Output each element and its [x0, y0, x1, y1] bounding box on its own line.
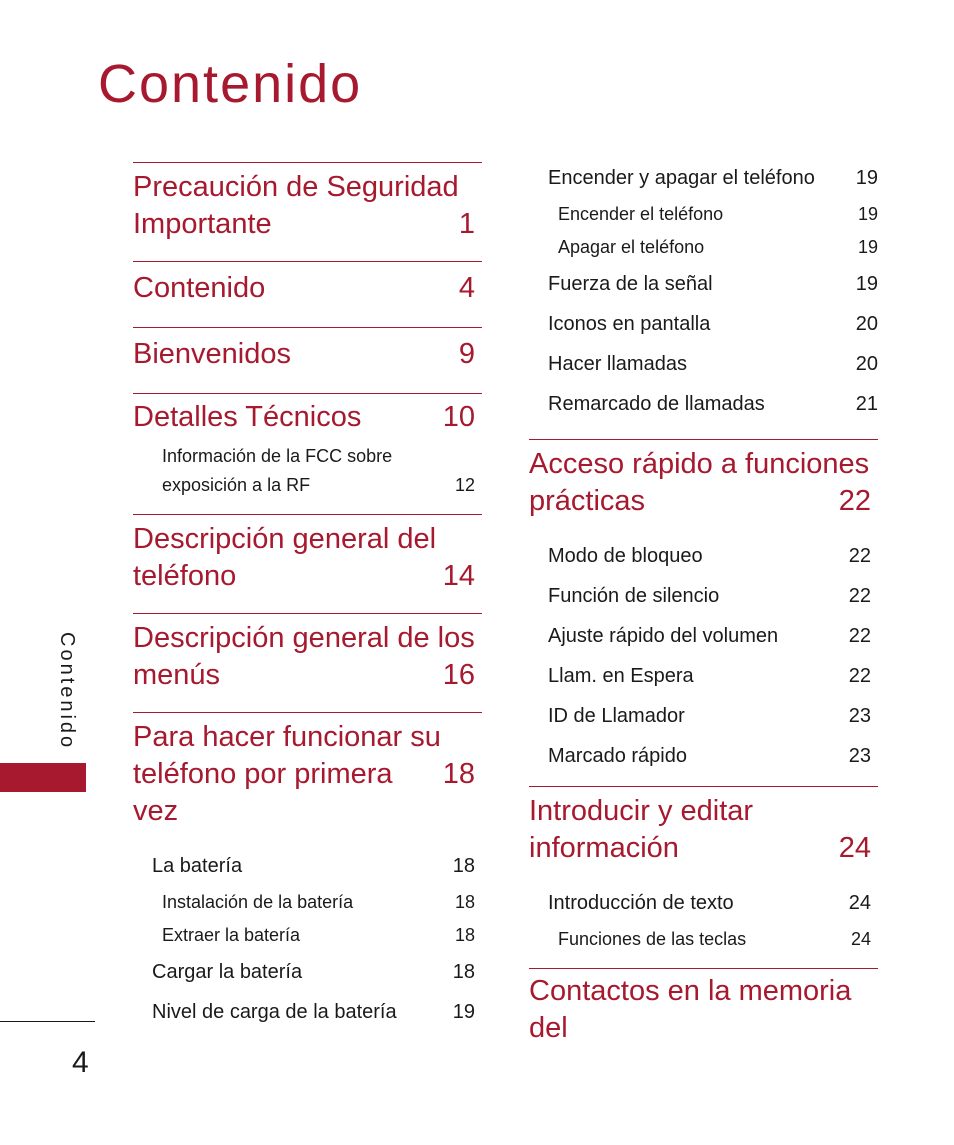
toc-page-number: 9	[458, 338, 475, 370]
toc-section-contactos[interactable]	[529, 968, 878, 1065]
toc-entry[interactable]	[133, 992, 475, 1032]
toc-page-number: 24	[838, 832, 871, 864]
toc-section-precaucion[interactable]	[133, 162, 482, 261]
toc-entry[interactable]	[529, 158, 878, 198]
toc-entry-label: Modo de bloqueo	[548, 545, 703, 567]
toc-section-title: información	[529, 832, 679, 864]
toc-page-number: 22	[848, 545, 871, 567]
toc-entry[interactable]	[133, 846, 475, 886]
toc-entry-label: Remarcado de llamadas	[548, 393, 765, 415]
toc-section-title: Importante	[133, 208, 272, 240]
toc-page-number: 22	[848, 625, 871, 647]
toc-entry[interactable]	[529, 264, 878, 304]
toc-entry-label: Introducción de texto	[548, 892, 734, 914]
toc-page-number: 20	[855, 353, 878, 375]
toc-section-title: Acceso rápido a funciones	[529, 448, 870, 480]
toc-continued-entries	[529, 158, 878, 439]
toc-entry[interactable]	[529, 696, 871, 736]
toc-entry-label: Hacer llamadas	[548, 353, 687, 375]
toc-entry[interactable]	[529, 304, 878, 344]
toc-section-title: Para hacer funcionar su	[133, 721, 441, 753]
toc-page-number: 22	[848, 585, 871, 607]
toc-section-title: Detalles Técnicos	[133, 401, 362, 433]
toc-section-title: Descripción general de los	[133, 622, 475, 654]
toc-page-number: 19	[452, 1001, 475, 1023]
toc-entry[interactable]	[133, 886, 475, 919]
footer-divider	[0, 1021, 95, 1022]
toc-entry-label: Instalación de la batería	[162, 892, 354, 912]
toc-section-title: menús	[133, 659, 221, 691]
toc-entry[interactable]	[133, 952, 475, 992]
toc-section-title: Descripción general del	[133, 523, 437, 555]
toc-section-title: Precaución de Seguridad	[133, 171, 459, 203]
toc-section-title: Introducir y editar	[529, 795, 754, 827]
toc-page-number: 19	[857, 237, 878, 257]
toc-entry-label: ID de Llamador	[548, 705, 685, 727]
toc-page-number: 23	[848, 705, 871, 727]
toc-section-title: teléfono por primera vez	[133, 758, 393, 827]
side-tab-marker	[0, 763, 86, 792]
toc-entry-label: Iconos en pantalla	[548, 313, 711, 335]
toc-section-title: prácticas	[529, 485, 646, 517]
toc-page-number: 4	[458, 272, 475, 304]
toc-section-acceso-rapido[interactable]	[529, 439, 878, 786]
toc-page-number: 14	[442, 560, 475, 592]
toc-entry-label: Fuerza de la señal	[548, 273, 713, 295]
toc-entry-label: Extraer la batería	[162, 925, 301, 945]
toc-page-number: 22	[838, 485, 871, 517]
toc-entry-label: Llam. en Espera	[548, 665, 694, 687]
toc-left-column	[133, 162, 482, 1050]
toc-page-number: 19	[855, 167, 878, 189]
toc-entry-label: Función de silencio	[548, 585, 720, 607]
toc-entry[interactable]	[133, 442, 475, 500]
toc-entry[interactable]	[529, 384, 878, 424]
toc-entry[interactable]	[529, 231, 878, 264]
toc-entry-label: Cargar la batería	[152, 961, 303, 983]
toc-entry-label: Nivel de carga de la batería	[152, 1001, 397, 1023]
side-tab-label: Contenido	[56, 632, 78, 751]
toc-page-number: 24	[850, 929, 871, 949]
toc-page-number: 24	[848, 892, 871, 914]
toc-page-number: 21	[855, 393, 878, 415]
toc-page-number: 18	[452, 855, 475, 877]
page-number: 4	[72, 1046, 89, 1079]
toc-section-contenido[interactable]	[133, 261, 482, 327]
toc-section-descripcion-telefono[interactable]	[133, 514, 482, 613]
toc-section-title: Contactos en la memoria del	[529, 975, 852, 1044]
toc-entry[interactable]	[529, 576, 871, 616]
toc-page-number: 18	[454, 892, 475, 912]
toc-entry-label: Marcado rápido	[548, 745, 687, 767]
toc-entry-label: Apagar el teléfono	[558, 237, 705, 257]
toc-entry[interactable]	[529, 198, 878, 231]
toc-entry[interactable]	[529, 736, 871, 776]
toc-page-number: 10	[442, 401, 475, 433]
toc-entry-label: Funciones de las teclas	[558, 929, 747, 949]
toc-entry[interactable]	[529, 923, 871, 956]
page-title: Contenido	[98, 54, 363, 114]
toc-section-introducir-editar[interactable]	[529, 786, 878, 968]
toc-page-number: 22	[848, 665, 871, 687]
toc-section-title: Bienvenidos	[133, 338, 291, 370]
toc-entry[interactable]	[529, 344, 878, 384]
toc-page-number: 1	[458, 208, 475, 240]
toc-page-number: 23	[848, 745, 871, 767]
toc-page-number: 18	[454, 925, 475, 945]
toc-entry-label: La batería	[152, 855, 243, 877]
toc-page-number: 16	[442, 659, 475, 691]
toc-section-detalles-tecnicos[interactable]	[133, 393, 482, 514]
toc-page-number: 18	[442, 758, 475, 790]
toc-section-descripcion-menus[interactable]	[133, 613, 482, 712]
toc-entry-label: Encender el teléfono	[558, 204, 724, 224]
toc-section-title: teléfono	[133, 560, 237, 592]
toc-entry[interactable]	[529, 616, 871, 656]
toc-right-column	[529, 158, 878, 1065]
toc-entry[interactable]	[133, 919, 475, 952]
toc-entry[interactable]	[529, 656, 871, 696]
toc-entry-label: Encender y apagar el teléfono	[548, 167, 815, 189]
toc-entry[interactable]	[529, 536, 871, 576]
toc-page-number: 18	[452, 961, 475, 983]
toc-section-primera-vez[interactable]	[133, 712, 482, 1050]
toc-section-bienvenidos[interactable]	[133, 327, 482, 393]
toc-section-title: Contenido	[133, 272, 266, 304]
toc-entry-label: Información de la FCC sobre	[162, 446, 393, 466]
toc-entry-label: exposición a la RF	[162, 475, 311, 495]
toc-entry-label: Ajuste rápido del volumen	[548, 625, 779, 647]
toc-entry[interactable]	[529, 883, 871, 923]
toc-page-number: 20	[855, 313, 878, 335]
toc-page-number: 12	[454, 475, 475, 495]
toc-page-number: 19	[855, 273, 878, 295]
toc-page-number: 19	[857, 204, 878, 224]
